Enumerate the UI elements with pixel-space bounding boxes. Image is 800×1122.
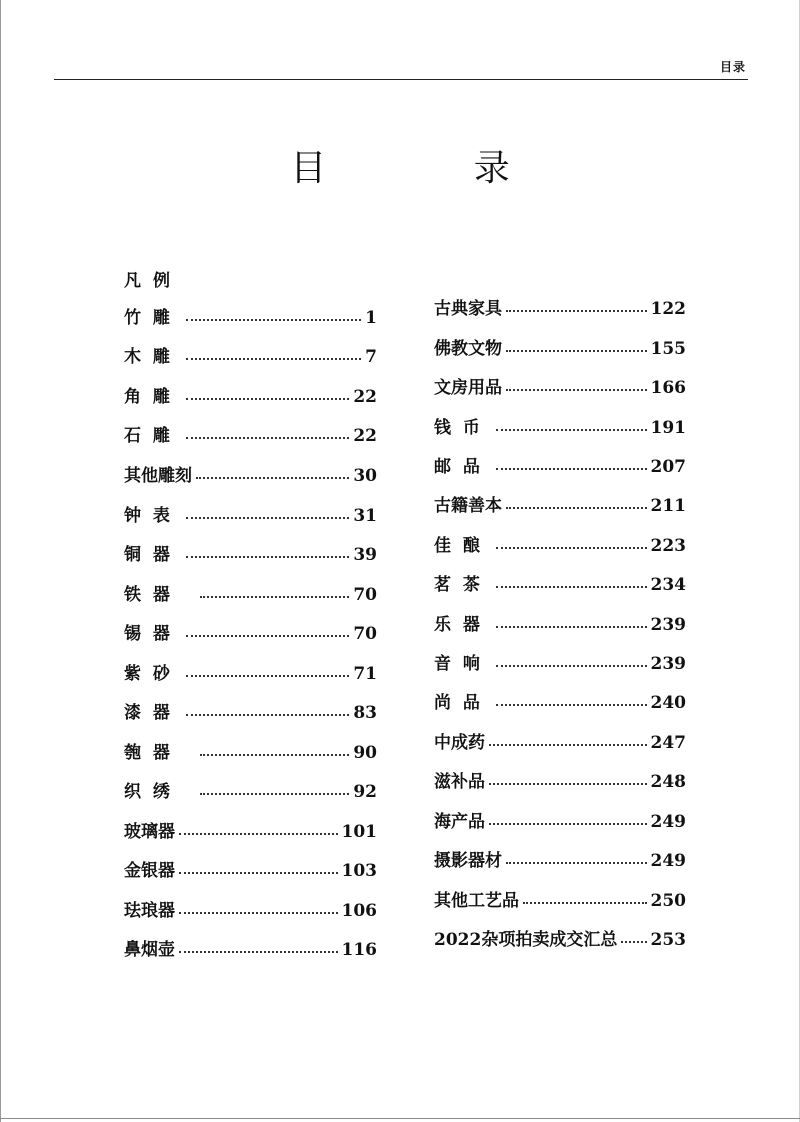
dot-leader — [186, 437, 350, 439]
toc-entry-title: 佛教文物 — [434, 339, 502, 359]
dot-leader — [496, 586, 647, 588]
header-rule — [54, 79, 748, 80]
toc-entry-title: 佳酿 — [434, 536, 492, 556]
dot-leader — [489, 823, 647, 825]
toc-entry-title: 乐器 — [434, 615, 492, 635]
toc-entry-page-number: 239 — [650, 615, 686, 635]
toc-entry-title: 钱币 — [434, 418, 492, 438]
toc-entry[interactable] — [124, 503, 377, 529]
dot-leader — [506, 389, 647, 391]
toc-entry-title: 2022杂项拍卖成交汇总 — [434, 930, 618, 950]
toc-entry[interactable] — [434, 690, 686, 716]
toc-entry-page-number: 39 — [353, 545, 377, 565]
toc-entry[interactable] — [124, 463, 377, 489]
toc-entry-page-number: 223 — [650, 536, 686, 556]
dot-leader — [200, 754, 350, 756]
toc-entry-title: 铜器 — [124, 545, 182, 565]
toc-entry-page-number: 106 — [341, 901, 377, 921]
toc-entry[interactable] — [434, 848, 686, 874]
toc-entry[interactable] — [124, 819, 377, 845]
toc-entry[interactable] — [434, 612, 686, 638]
dot-leader — [489, 783, 647, 785]
toc-entry-title: 匏器 — [124, 743, 182, 763]
dot-leader — [186, 319, 361, 321]
dot-leader — [496, 626, 647, 628]
toc-entry[interactable] — [124, 384, 377, 410]
toc-entry-title: 木雕 — [124, 347, 182, 367]
dot-leader — [506, 310, 647, 312]
toc-entry-page-number: 83 — [353, 703, 377, 723]
toc-entry-page-number: 90 — [353, 743, 377, 763]
dot-leader — [179, 951, 338, 953]
toc-entry-page-number: 122 — [650, 299, 686, 319]
toc-entry-page-number: 207 — [650, 457, 686, 477]
toc-entry-title: 织绣 — [124, 782, 182, 802]
toc-entry-page-number: 248 — [650, 772, 686, 792]
dot-leader — [523, 902, 647, 904]
toc-entry-title: 铁器 — [124, 585, 182, 605]
toc-entry[interactable] — [434, 493, 686, 519]
dot-leader — [200, 596, 350, 598]
toc-entry-page-number: 250 — [650, 891, 686, 911]
toc-entry-page-number: 155 — [650, 339, 686, 359]
toc-entry-page-number: 31 — [353, 506, 377, 526]
dot-leader — [496, 665, 647, 667]
toc-entry-page-number: 166 — [650, 378, 686, 398]
toc-entry[interactable] — [124, 740, 377, 766]
toc-entry[interactable] — [124, 937, 377, 963]
toc-entry-title: 海产品 — [434, 812, 485, 832]
dot-leader — [179, 912, 338, 914]
toc-entry[interactable] — [434, 651, 686, 677]
dot-leader — [186, 635, 350, 637]
toc-entry-title: 尚品 — [434, 693, 492, 713]
toc-entry-title: 紫砂 — [124, 664, 182, 684]
toc-entry[interactable] — [124, 700, 377, 726]
toc-entry-title: 锡器 — [124, 624, 182, 644]
dot-leader — [186, 714, 350, 716]
dot-leader — [179, 833, 338, 835]
toc-entry[interactable] — [124, 542, 377, 568]
toc-entry-page-number: 247 — [650, 733, 686, 753]
toc-entry[interactable] — [434, 769, 686, 795]
toc-entry-page-number: 101 — [341, 822, 377, 842]
toc-entry[interactable] — [434, 572, 686, 598]
dot-leader — [200, 793, 350, 795]
toc-entry-title: 竹雕 — [124, 308, 182, 328]
toc-entry[interactable] — [434, 415, 686, 441]
toc-entry-page-number: 1 — [365, 308, 377, 328]
toc-entry-title: 音响 — [434, 654, 492, 674]
toc-entry-title: 摄影器材 — [434, 851, 502, 871]
toc-entry[interactable] — [124, 898, 377, 924]
toc-entry-title: 茗茶 — [434, 575, 492, 595]
toc-entry[interactable] — [124, 423, 377, 449]
toc-entry[interactable] — [124, 582, 377, 608]
toc-entry-page-number: 30 — [353, 466, 377, 486]
toc-heading-fanli[interactable]: 凡例 — [124, 271, 182, 291]
toc-entry-page-number: 22 — [353, 387, 377, 407]
running-header: 目录 — [719, 60, 746, 74]
page-border-bottom — [0, 1118, 800, 1119]
toc-entry-page-number: 234 — [650, 575, 686, 595]
dot-leader — [506, 350, 647, 352]
toc-entry-page-number: 71 — [353, 664, 377, 684]
toc-entry-page-number: 253 — [650, 930, 686, 950]
toc-entry[interactable] — [434, 730, 686, 756]
toc-entry-page-number: 211 — [650, 496, 686, 516]
toc-entry-page-number: 22 — [353, 426, 377, 446]
toc-entry-title: 其他雕刻 — [124, 466, 192, 486]
toc-entry-title: 古籍善本 — [434, 496, 502, 516]
toc-entry-page-number: 70 — [353, 624, 377, 644]
dot-leader — [496, 704, 647, 706]
dot-leader — [496, 429, 647, 431]
toc-entry-page-number: 249 — [650, 851, 686, 871]
toc-entry[interactable] — [434, 533, 686, 559]
dot-leader — [186, 675, 350, 677]
toc-entry[interactable] — [434, 375, 686, 401]
dot-leader — [196, 477, 349, 479]
dot-leader — [496, 468, 647, 470]
dot-leader — [621, 941, 646, 943]
dot-leader — [496, 547, 647, 549]
toc-entry[interactable] — [434, 296, 686, 322]
dot-leader — [186, 358, 361, 360]
dot-leader — [506, 862, 647, 864]
toc-entry-page-number: 191 — [650, 418, 686, 438]
toc-entry-title: 中成药 — [434, 733, 485, 753]
toc-entry[interactable] — [434, 454, 686, 480]
toc-entry-title: 滋补品 — [434, 772, 485, 792]
toc-entry-title: 鼻烟壶 — [124, 940, 175, 960]
toc-entry-title: 其他工艺品 — [434, 891, 519, 911]
toc-entry-title: 古典家具 — [434, 299, 502, 319]
toc-entry[interactable] — [434, 927, 686, 953]
toc-entry[interactable] — [124, 621, 377, 647]
toc-entry[interactable] — [124, 779, 377, 805]
toc-entry-title: 玻璃器 — [124, 822, 175, 842]
toc-entry[interactable] — [434, 336, 686, 362]
toc-entry-page-number: 240 — [650, 693, 686, 713]
toc-entry[interactable] — [124, 661, 377, 687]
dot-leader — [489, 744, 647, 746]
toc-entry[interactable] — [434, 888, 686, 914]
dot-leader — [186, 517, 350, 519]
page-title: 目 录 — [290, 148, 578, 189]
toc-entry-title: 石雕 — [124, 426, 182, 446]
toc-entry[interactable] — [124, 344, 377, 370]
toc-entry-page-number: 249 — [650, 812, 686, 832]
toc-entry-title: 珐琅器 — [124, 901, 175, 921]
dot-leader — [186, 398, 350, 400]
toc-entry-page-number: 7 — [365, 347, 377, 367]
toc-entry-title: 邮品 — [434, 457, 492, 477]
toc-entry-title: 金银器 — [124, 861, 175, 881]
toc-entry-page-number: 116 — [341, 940, 377, 960]
dot-leader — [179, 872, 338, 874]
toc-entry-page-number: 92 — [353, 782, 377, 802]
toc-entry-page-number: 239 — [650, 654, 686, 674]
toc-entry-page-number: 103 — [341, 861, 377, 881]
toc-entry[interactable] — [124, 305, 377, 331]
toc-entry[interactable] — [124, 858, 377, 884]
toc-entry-title: 角雕 — [124, 387, 182, 407]
dot-leader — [186, 556, 350, 558]
toc-entry-title: 漆器 — [124, 703, 182, 723]
toc-entry[interactable] — [434, 809, 686, 835]
toc-entry-title: 文房用品 — [434, 378, 502, 398]
toc-entry-title: 钟表 — [124, 506, 182, 526]
dot-leader — [506, 507, 647, 509]
toc-entry-page-number: 70 — [353, 585, 377, 605]
